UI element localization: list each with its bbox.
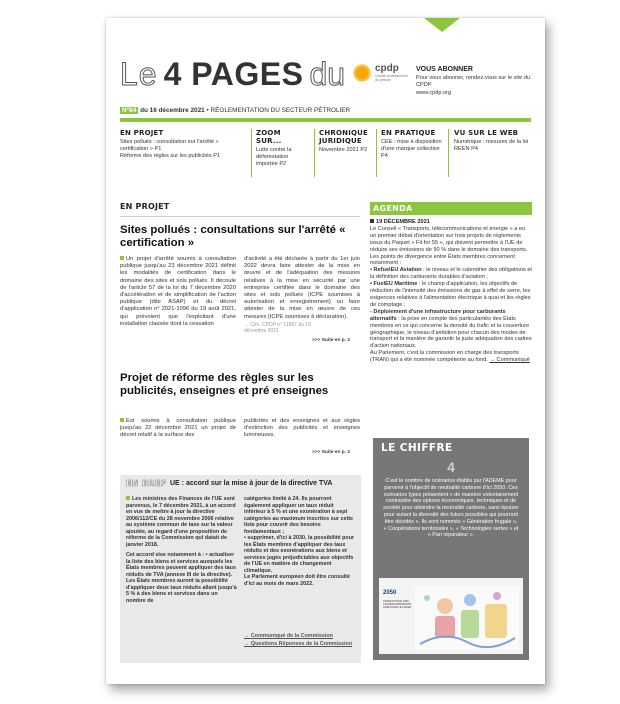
commission-qa-link[interactable]: → Questions Réponses de la Commission xyxy=(244,641,353,647)
header-divider xyxy=(120,118,531,122)
commission-communique-link[interactable]: → Communiqué de la Commission xyxy=(244,633,333,639)
toc-line: Lutte contre la déforestation importée P2 xyxy=(256,147,292,167)
en-bref-col-2: catégories limité à 24. Ils pourront également appliquer un taux réduit inférieur à 5 % et une exonération à sept catégories au maximum inscrites sur cette liste pour couvrir des besoins fondamentaux ; • supprimer, d'ici à 2030, la possibilité pour les États membres d'appliquer des taux réduits et des exonérations aux biens et services jugés préjudiciables aux objectifs de l'UE en matière de changement climatique. Le Parlement européen doit être consulté d'ici au mois de mars 2022. xyxy=(244,496,355,587)
issue-number: N°84 xyxy=(122,107,137,114)
agenda-item-1-text: : le niveau et le calendrier des obligations et la définition des carburants durables d'aviation ; xyxy=(370,267,532,281)
issue-line xyxy=(120,107,350,114)
section-rule xyxy=(120,216,360,217)
toc-heading: VU SUR LE WEB xyxy=(454,129,519,137)
article-1-title: Sites pollués : consultations sur l'arrêté « certification » xyxy=(120,224,346,249)
sun-icon xyxy=(351,62,373,84)
toc-line: Sites pollués : consultation sur l'arrêté « certification » P1 xyxy=(120,139,219,152)
masthead xyxy=(120,58,345,90)
agenda-intro: Le Conseil « Transports, télécommunications et énergie » a eu un premier débat d'orientation sur trois projets de règlements issus du Paquet « Fit for 55 », qui doivent permettre à l'UE de réduire ses émissions de 90 % dans le domaine des transports. Les points de divergence entre États membres concernent notamment : xyxy=(370,225,528,267)
toc-line: Novembre 2021 P2 xyxy=(319,147,368,153)
le-chiffre-number: 4 xyxy=(447,459,455,475)
toc-item-en-projet[interactable] xyxy=(120,129,245,160)
green-bullet xyxy=(120,256,124,260)
green-bullet xyxy=(120,418,124,422)
masthead-le: Le xyxy=(120,56,158,92)
issue-rubric: • RÉGLEMENTATION DU SECTEUR PÉTROLIER xyxy=(206,107,351,114)
ademe-report-image xyxy=(379,578,523,654)
agenda-item-3-label: - Déploiement d'une infrastructure pour carburants alternatifs xyxy=(370,308,506,322)
toc-separator xyxy=(314,129,315,177)
report-year-label: 2050 xyxy=(383,590,397,596)
le-chiffre-box xyxy=(373,438,529,660)
agenda-item-2-text: : le champ d'application, les objectifs de réduction de l'intensité des émissions de gaz à effet de serre, les exigences relatives à l'alimentation électrique à quai et les règles de comptage ; xyxy=(370,281,531,308)
toc-line: Réforme des règles sur les publicités P1 xyxy=(120,153,221,159)
subscribe-text: Pour vous abonner, rendez-vous sur le site du CPDP xyxy=(416,75,531,88)
logo-subtitle: comité professionnel du pétrole xyxy=(375,74,408,82)
en-bref-heading: EN BREF xyxy=(126,479,167,488)
agenda-item-2-label: • FuelEU Maritime xyxy=(370,281,418,288)
article-2-col-1: Est soumis à consultation publique jusqu'au 22 décembre 2021 un projet de décret relatif à la surface des xyxy=(120,418,236,439)
masthead-4pages: 4 PAGES xyxy=(163,56,304,92)
agenda-outro: Au Parlement, c'est la commission en charge des transports (TRAN) qui a été nommée compétente au fond. xyxy=(370,350,519,364)
cpdp-logo xyxy=(351,62,409,84)
issue-date: du 16 décembre 2021 xyxy=(140,107,205,114)
subscribe-box xyxy=(416,66,541,96)
toc-separator xyxy=(251,129,252,177)
toc-heading: EN PRATIQUE xyxy=(381,129,436,137)
toc-item-zoom[interactable] xyxy=(256,129,308,168)
article-1-col-2: d'activité a été déclarée à partir du 1er juin 2022 devra faire attester de la mise en œuvre et de l'adéquation des mesures relatives à la mise en sécurité par une entreprise certifiée dans le domaine des sites et sols pollués (ICPE soumises à autorisation et enregistrement) ou faire attester de la mise en œuvre de ces mesures (ICPE soumises à déclaration). xyxy=(244,256,360,320)
article-1-col-1: Un projet d'arrêté soumis à consultation publique jusqu'au 23 décembre 2021 définit les modalités de certification dans le domaine des sites et sols pollués. Il découle de l'article 57 de la loi du 7 décembre 2020 d'accélération et de simplification de l'action publique (dite ASAP) et du décret d'application n° 2021-1096 du 19 août 2021, qui prévoient que l'exploitant d'une installation classée dont la cessation xyxy=(120,256,236,327)
green-tab-marker xyxy=(424,18,460,32)
agenda-heading: AGENDA xyxy=(370,202,532,215)
toc-heading: ZOOM SUR... xyxy=(256,129,282,145)
toc-line: Numérique : mesures de la loi REEN P4 xyxy=(454,139,529,152)
agenda-item-3-text: : la prise en compte des particularités des États membres en ce qui concerne la densité du trafic et la couverture géographique, le niveau d'ambition pour chacun des modes de transport et la manière de garantir la juste adéquation des cadres d'action nationaux. xyxy=(370,315,532,350)
toc-heading: EN PROJET xyxy=(120,129,164,137)
le-chiffre-text: C'est le nombre de scénarios établis par l'ADEME pour parvenir à l'objectif de neutralité carbone d'ici 2050. Ces scénarios types présentent « de manière volontairement contrastée des options économiques, techniques et de société pour atteindre la neutralité carbone, sans épuiser pour autant la diversité des futurs possibles qui pourront être décidés ». Ils sont nommés « Génération frugale », « Coopérations territoriales », « Technologies vertes » et « Pari réparateur ». xyxy=(383,478,519,539)
agenda-item-1-label: • RefuelEU Aviation xyxy=(370,267,422,274)
article-1-more-link[interactable]: >>> Suite en p. 2 xyxy=(312,338,350,343)
green-bullet xyxy=(126,496,130,500)
section-heading-en-projet: EN PROJET xyxy=(120,202,170,211)
toc-item-web[interactable] xyxy=(454,129,532,153)
agenda-date: 19 DÉCEMBRE 2021 xyxy=(376,219,430,225)
en-bref-col-1: Les ministres des Finances de l'UE sont parvenus, le 7 décembre 2021, à un accord en vue de mettre à jour la directive 2006/112/CE du 28 novembre 2006 relative au système commun de taxe sur la valeur ajoutée, au regard d'une proposition de réforme de la Commission qui datait de janvier 2018. Cet accord vise notamment à : • actualiser la liste des biens et services auxquels les États membres peuvent appliquer des taux réduits de TVA (annexe III de la directive). Les États membres auront la possibilité d'appliquer deux taux réduits allant jusqu'à 5 % à des biens et services dans un nombre de xyxy=(126,496,237,604)
le-chiffre-heading: LE CHIFFRE xyxy=(381,442,453,454)
newsletter-page xyxy=(106,18,545,684)
masthead-du: du xyxy=(309,56,346,92)
agenda-body xyxy=(370,219,532,364)
article-2-more-link[interactable]: >>> Suite en p. 2 xyxy=(312,450,350,455)
en-bref-box xyxy=(120,475,361,663)
article-1-source[interactable]: → Circ. CPDP n° 11687 du 19 décembre 2021 xyxy=(244,322,311,334)
toc-item-en-pratique[interactable] xyxy=(381,129,443,160)
toc-item-chronique[interactable] xyxy=(319,129,371,154)
report-subtitle: TRANSITION(S) 2050 CHOISIR MAINTENANT AGIR POUR LE CLIMAT xyxy=(383,600,412,610)
agenda-communique-link[interactable]: → Communiqué xyxy=(489,357,530,364)
article-2-title: Projet de réforme des règles sur les publicités, enseignes et pré enseignes xyxy=(120,372,329,397)
toc-separator xyxy=(448,129,449,177)
article-2-col-2: publicités et des enseignes et aux règles d'extinction des publicités et enseignes lumineuses. xyxy=(244,418,360,439)
toc-heading: CHRONIQUE JURIDIQUE xyxy=(319,129,369,145)
subscribe-title: VOUS ABONNER xyxy=(416,66,473,73)
subscribe-link[interactable]: www.cpdp.org xyxy=(416,90,452,96)
illustration-icon xyxy=(415,586,519,650)
toc-separator xyxy=(376,129,377,177)
en-bref-title: UE : accord sur la mise à jour de la directive TVA xyxy=(170,480,333,487)
logo-name: cpdp xyxy=(375,63,399,74)
square-bullet xyxy=(370,219,374,223)
toc-line: CEE : mise à disposition d'une marque collective P4 xyxy=(381,139,442,159)
